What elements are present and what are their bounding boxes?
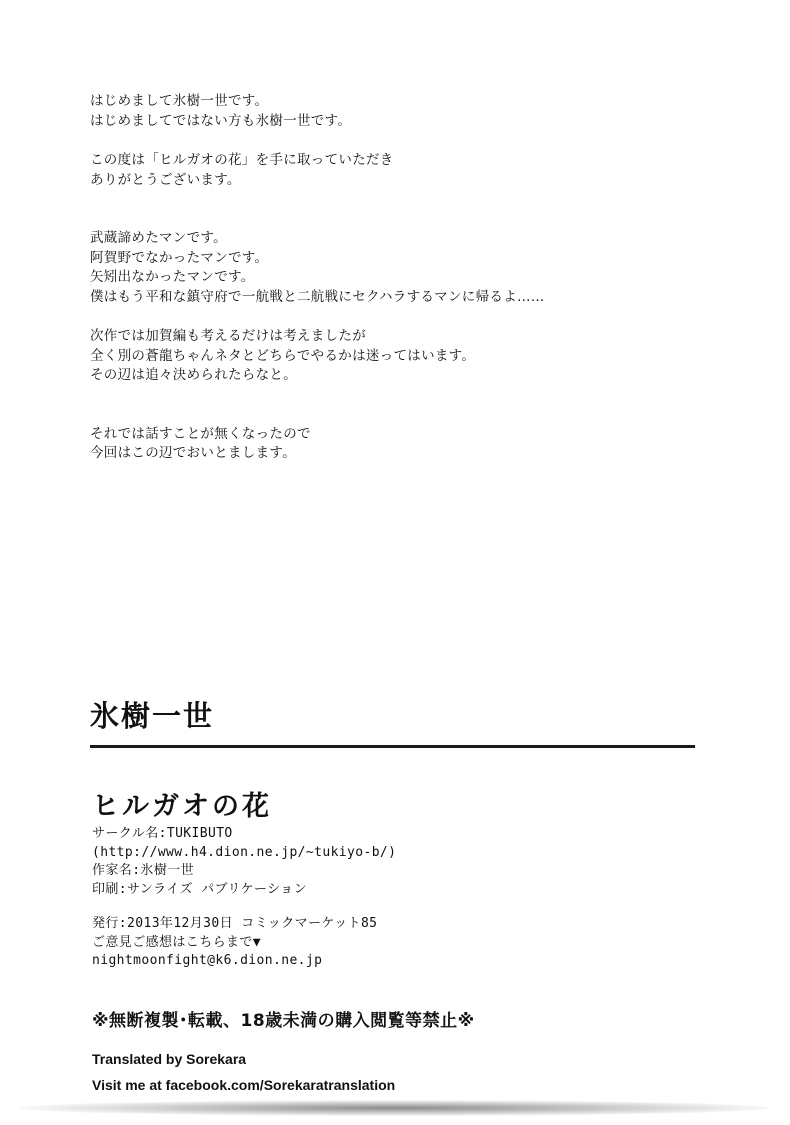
- afterword-paragraph-3: [90, 229, 710, 307]
- afterword-paragraph-2: [90, 151, 710, 190]
- afterword-line: 今回はこの辺でおいとまします。: [90, 445, 296, 461]
- afterword-line: 僕はもう平和な鎮守府で一航戦と二航戦にセクハラするマンに帰るよ……: [90, 288, 545, 305]
- afterword-line: 阿賀野でなかったマンです。: [90, 249, 269, 266]
- afterword-paragraph-5: [90, 425, 710, 464]
- afterword-line: 全く別の蒼龍ちゃんネタとどちらでやるかは迷ってはいます。: [90, 347, 476, 364]
- colophon: [92, 825, 396, 971]
- afterword-paragraph-4: [90, 327, 710, 386]
- publish-date: 発行:2013年12月30日 コミックマーケット85: [92, 916, 378, 931]
- afterword-line: その辺は追々決められたらなと。: [90, 367, 297, 383]
- feedback-note: ご意見ご感想はこちらまで▼: [92, 934, 262, 950]
- book-title: ヒルガオの花: [92, 791, 272, 822]
- translator-credit: Translated by Sorekara: [92, 1051, 247, 1067]
- circle-name: サークル名:TUKIBUTO: [92, 826, 233, 841]
- afterword-line: ありがとうございます。: [90, 171, 241, 188]
- printer-credit: 印刷:サンライズ パブリケーション: [92, 881, 307, 897]
- divider: [90, 745, 695, 748]
- copyright-warning: ※無断複製･転載、18歳未満の購入閲覧等禁止※: [92, 1011, 475, 1031]
- afterword-line: それでは話すことが無くなったので: [90, 425, 311, 442]
- afterword-paragraph-1: [90, 92, 710, 131]
- afterword-line: 次作では加賀編も考えるだけは考えましたが: [90, 328, 366, 344]
- contact-email: nightmoonfight@k6.dion.ne.jp: [92, 953, 323, 968]
- author-name-heading: 氷樹一世: [90, 699, 215, 733]
- afterword-text: [90, 92, 710, 464]
- afterword-line: 武蔵諦めたマンです。: [90, 230, 227, 246]
- circle-url: (http://www.h4.dion.ne.jp/~tukiyo-b/): [92, 844, 397, 860]
- page-shadow: [20, 1100, 770, 1116]
- afterword-line: 矢矧出なかったマンです。: [90, 269, 255, 285]
- afterword-line: この度は「ヒルガオの花」を手に取っていただき: [90, 152, 394, 168]
- afterword-line: はじめましてではない方も氷樹一世です。: [90, 112, 352, 129]
- translator-link: Visit me at facebook.com/Sorekaratranslation: [92, 1077, 396, 1093]
- author-credit: 作家名:氷樹一世: [92, 863, 195, 878]
- afterword-line: はじめまして氷樹一世です。: [90, 93, 269, 109]
